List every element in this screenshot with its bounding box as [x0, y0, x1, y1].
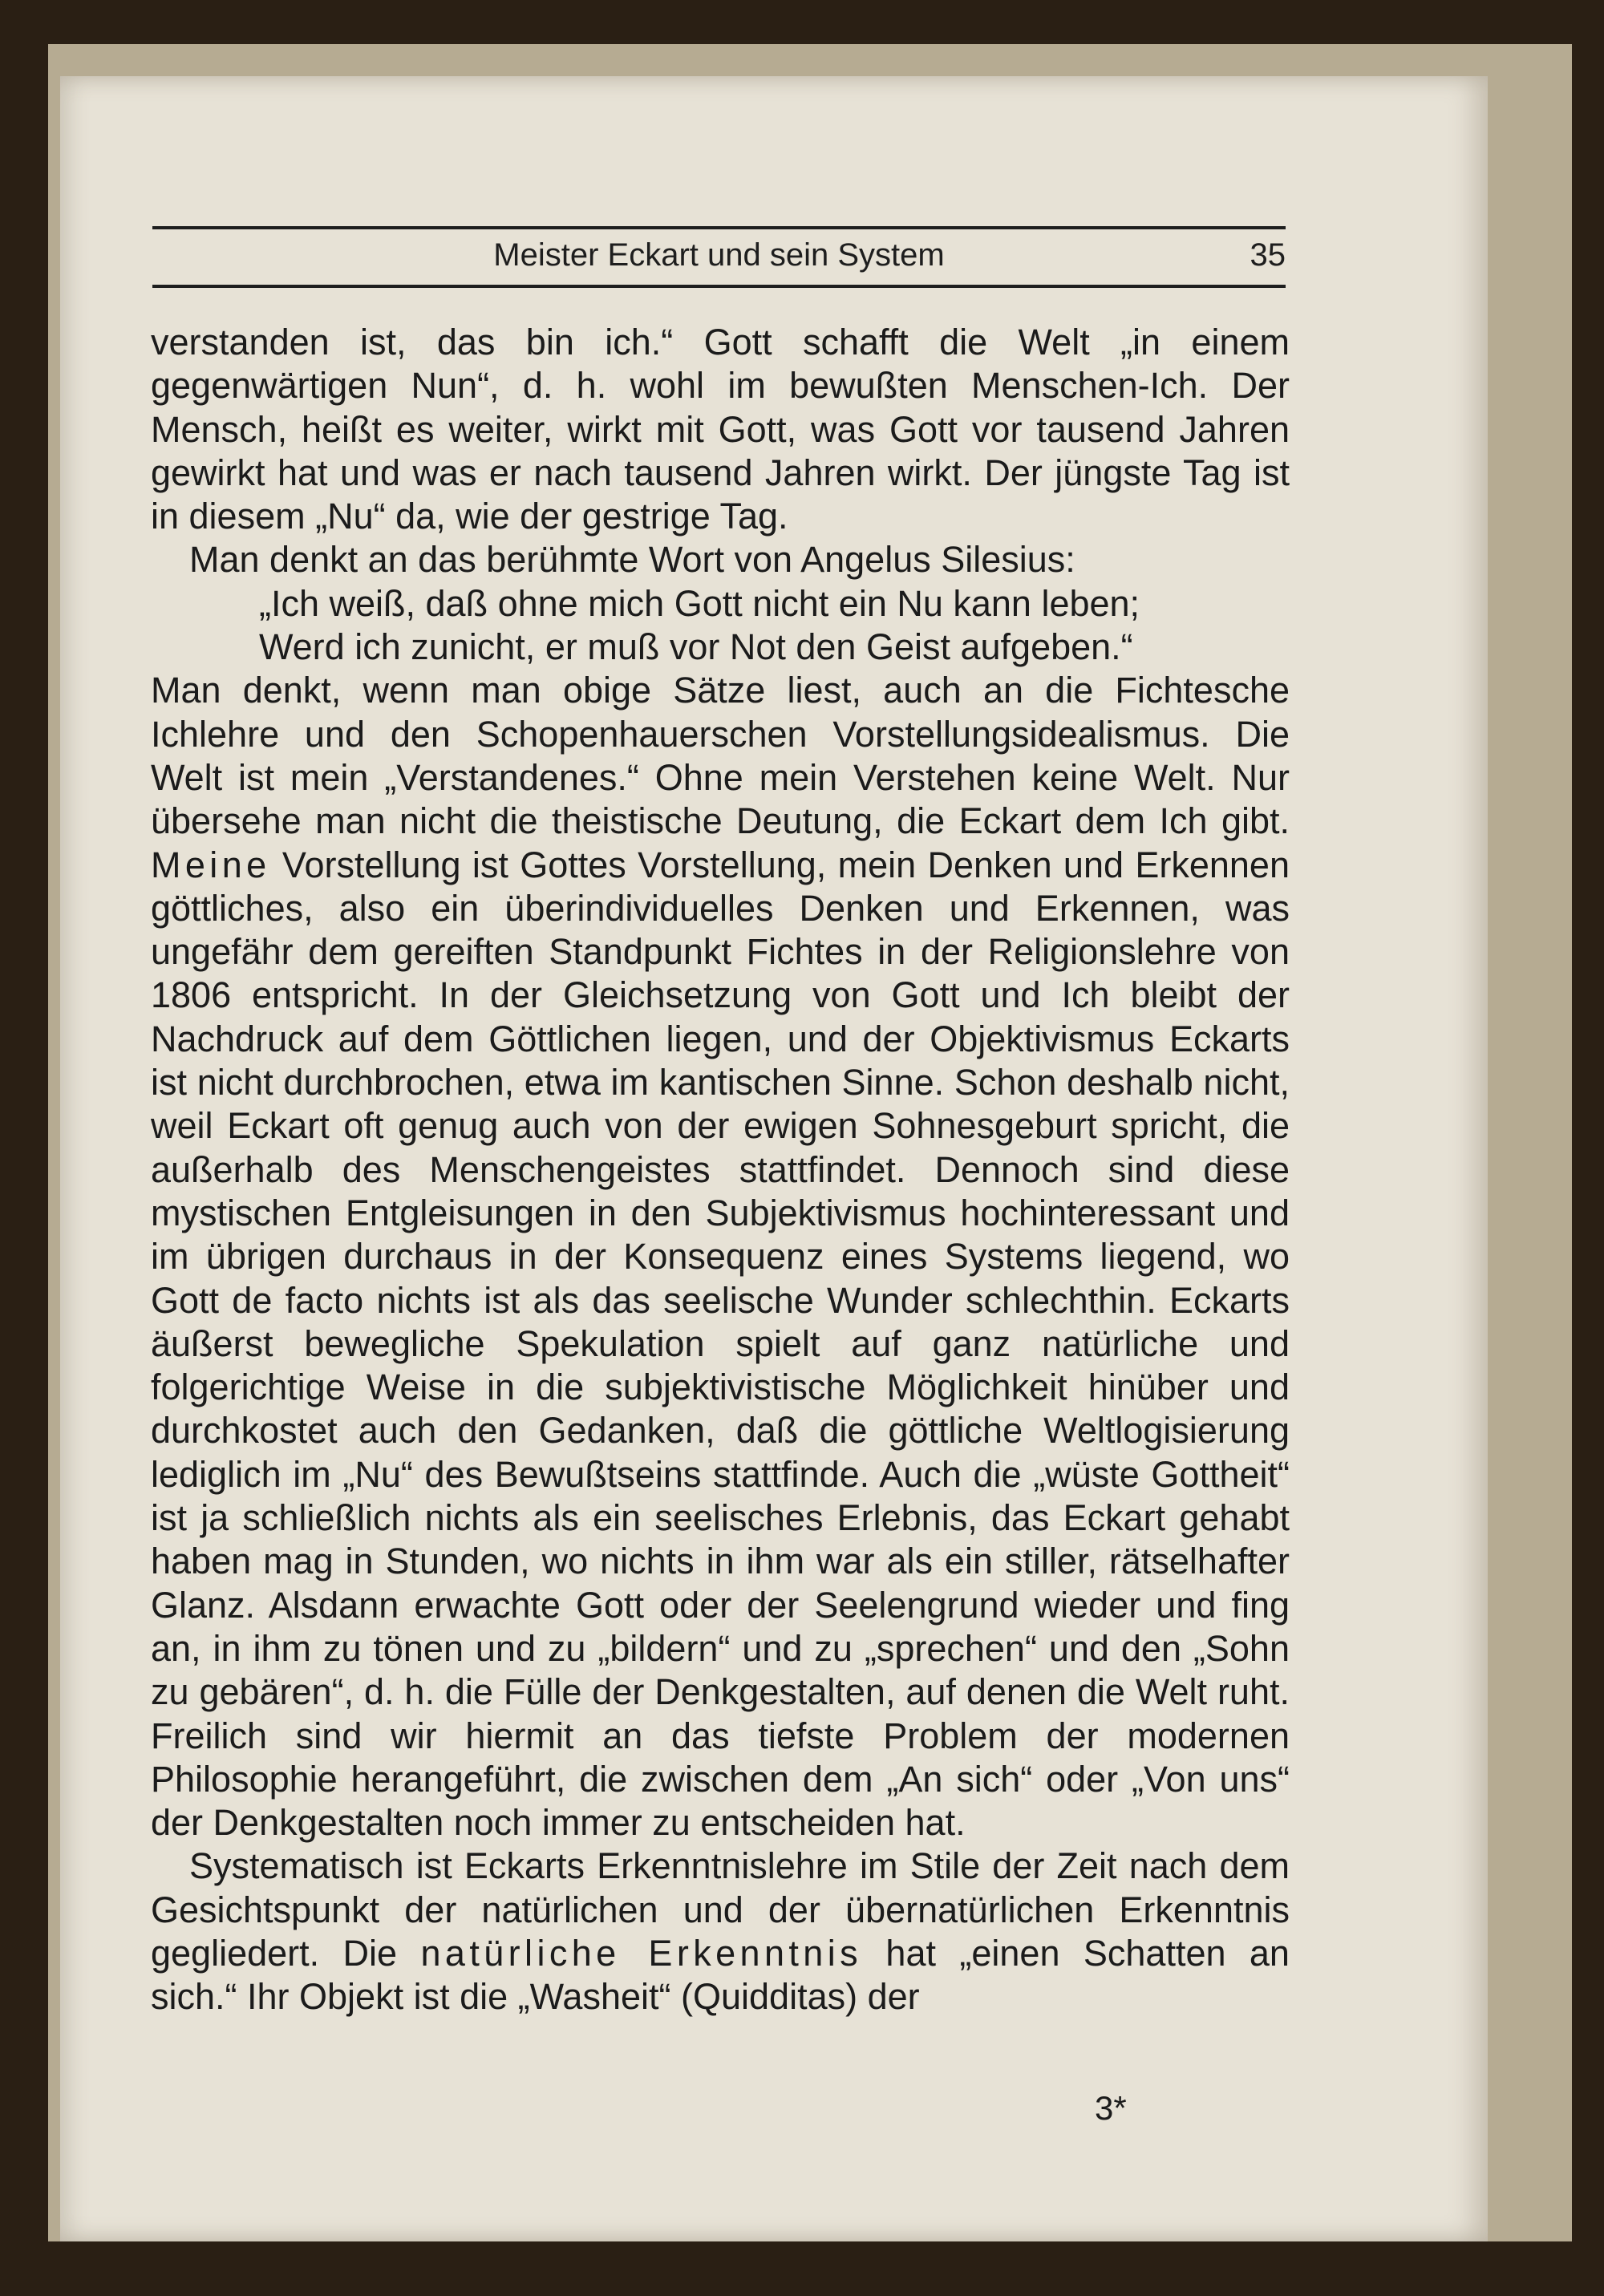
verse-line-1: „Ich weiß, daß ohne mich Gott nicht ein Nu kann leben; — [259, 582, 1140, 624]
paragraph-3-rest: Vorstellung ist Gottes Vorstellung, mein Denken und Erkennen göttliches, also ein überindividuelles Denken und Erkennen, was ungefähr dem gereiften Standpunkt Fichtes in der Religionslehre von 1806 entspricht. In der Gleichsetzung von Gott und Ich bleibt der Nachdruck auf dem Göttlichen liegen, und der Objektivismus Eckarts ist nicht durchbrochen, etwa im kantischen Sinne. Schon deshalb nicht, weil Eckart oft genug auch von der ewigen Sohnesgeburt spricht, die außerhalb des Menschengeistes stattfindet. Dennoch sind diese mystischen Entgleisungen in den Subjektivismus hochinteressant und im übrigen durchaus in der Konsequenz eines Systems liegend, wo Gott de facto nichts ist als das seelische Wunder schlechthin. Eckarts äußerst bewegliche Spekulation spielt auf ganz natürliche und folgerichtige Weise in die subjektivistische Möglichkeit hinüber und durchkostet auch den Gedanken, daß die göttliche Weltlogisierung lediglich im „Nu“ des Bewußtseins stattfinde. Auch die „wüste Gottheit“ ist ja schließlich nichts als ein seelisches Erlebnis, das Eckart gehabt haben mag in Stunden, wo nichts in ihm war als ein stiller, rätselhafter Glanz. Alsdann erwachte Gott oder der Seelengrund wieder und fing an, in ihm zu tönen und zu „bildern“ und zu „sprechen“ und den „Sohn zu gebären“, d. h. die Fülle der Denkgestalten, auf denen die Welt ruht. Freilich sind wir hiermit an das tiefste Problem der modernen Philosophie herangeführt, die zwischen dem „An sich“ oder „Von uns“ der Denkgestalten noch immer zu entscheiden hat. — [151, 844, 1290, 1844]
paragraph-1: verstanden ist, das bin ich.“ Gott schafft die Welt „in einem gegenwärtigen Nun“, d. h. wohl im bewußten Menschen-Ich. Der Mensch, heißt es weiter, wirkt mit Gott, was Gott vor tausend Jahren gewirkt hat und was er nach tausend Jahren wirkt. Der jüngste Tag ist in diesem „Nu“ da, wie der gestrige Tag. — [151, 322, 1290, 537]
paragraph-2: Man denkt an das berühmte Wort von Angelus Silesius: — [189, 539, 1075, 581]
body-text — [151, 321, 1290, 2019]
header-top-rule — [152, 226, 1286, 229]
signature-mark: 3* — [1095, 2089, 1127, 2127]
verse-line-2: Werd ich zunicht, er muß vor Not den Geist aufgeben.“ — [259, 626, 1133, 668]
paragraph-4-start: Systematisch ist Eckarts Erkenntnislehre im Stile der Zeit nach dem Gesichtspunkt der natürlichen und der übernatürlichen Erkenntnis gegliedert. Die — [151, 1845, 1290, 1974]
paragraph-3-emphasis: Meine — [151, 844, 271, 885]
paragraph-3 — [151, 669, 1290, 1844]
page-number: 35 — [1250, 237, 1286, 273]
verse-quote — [151, 582, 1290, 670]
paragraph-4-rest: hat „einen Schatten an sich.“ Ihr Objekt ist die „Washeit“ (Quidditas) der — [151, 1932, 1290, 2018]
paragraph-4-emphasis: natürliche Erkenntnis — [420, 1932, 863, 1974]
header-bottom-rule — [152, 285, 1286, 288]
paragraph-4 — [151, 1844, 1290, 2019]
paragraph-3-start: Man denkt, wenn man obige Sätze liest, auch an die Fichtesche Ichlehre und den Schopenhauerschen Vorstellungsidealismus. Die Welt ist mein „Verstandenes.“ Ohne mein Verstehen keine Welt. Nur übersehe man nicht die theistische Deutung, die Eckart dem Ich gibt. — [151, 670, 1290, 842]
running-title: Meister Eckart und sein System — [493, 237, 945, 273]
